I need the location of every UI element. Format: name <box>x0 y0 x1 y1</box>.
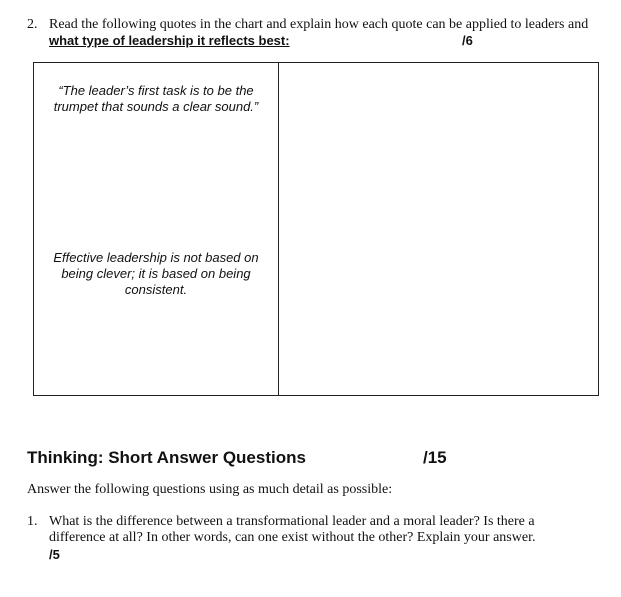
question-2-points: /6 <box>462 33 473 48</box>
answer-cell[interactable] <box>279 63 598 395</box>
question-1-text: What is the difference between a transformational leader and a moral leader? Is there a difference at all? In other words, can one exist without the other? Explain your answer. <box>49 514 536 545</box>
question-2-text <box>49 17 589 50</box>
quote-cell-1: “The leader’s first task is to be the trumpet that sounds a clear sound.” <box>53 83 259 114</box>
quote-chart <box>33 62 599 396</box>
section-instructions: Answer the following questions using as much detail as possible: <box>27 482 393 497</box>
question-2-emphasis: what type of leadership it reflects best: <box>49 33 290 48</box>
quote-cell-2: Effective leadership is not based on being clever; it is based on being consistent. <box>53 250 259 297</box>
question-1-points: /5 <box>49 547 60 562</box>
question-1-number: 1. <box>27 514 38 529</box>
question-2-prompt: Read the following quotes in the chart and explain how each quote can be applied to leaders and <box>49 17 589 32</box>
question-2-number: 2. <box>27 17 38 32</box>
section-title: Thinking: Short Answer Questions <box>27 448 306 467</box>
section-points: /15 <box>423 448 447 467</box>
